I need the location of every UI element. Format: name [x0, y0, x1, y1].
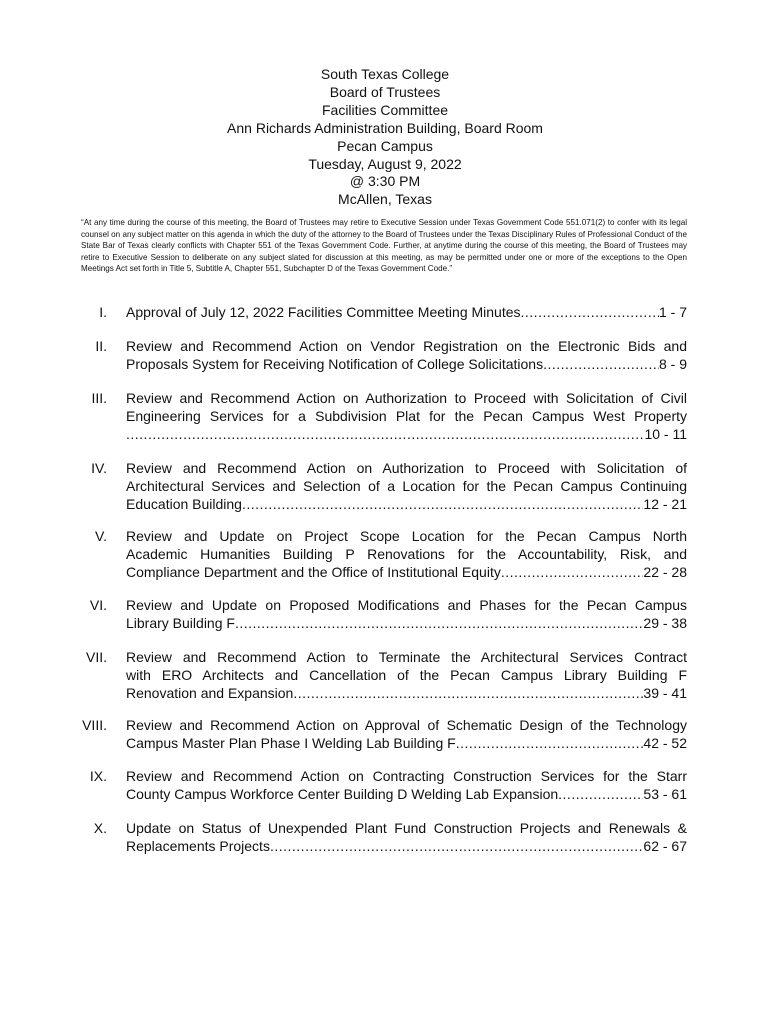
agenda-item-pages: 39 - 41	[643, 684, 687, 701]
dot-leader	[456, 735, 644, 753]
agenda-item-line: Academic Humanities Building P Renovations for the Accountability, Risk, and	[126, 545, 687, 562]
agenda-item-number: IX.	[89, 768, 107, 784]
agenda-item-pages: 1 - 7	[658, 304, 687, 320]
agenda-item-text	[126, 304, 687, 322]
header-board: Board of Trustees	[329, 83, 441, 100]
dot-leader	[293, 685, 643, 703]
agenda-item-text	[126, 649, 687, 702]
dot-leader	[521, 304, 659, 322]
agenda-item-number: VI.	[89, 597, 107, 613]
agenda-item-pages: 12 - 21	[643, 495, 687, 512]
agenda-item-line: Architectural Services and Selection of a Location for the Pecan Campus Continuing	[126, 477, 687, 494]
dot-leader	[501, 564, 644, 582]
agenda-item-line: Review and Recommend Action on Approval of Schematic Design of the Technology	[126, 717, 687, 733]
agenda-item-line: Review and Update on Project Scope Location for the Pecan Campus North	[126, 528, 687, 544]
agenda-item-text	[126, 338, 687, 374]
agenda-item-title-end: Renovation and Expansion	[126, 684, 294, 701]
agenda-item-text	[126, 390, 687, 443]
agenda-item-text	[126, 528, 687, 581]
agenda-item-line: Review and Recommend Action on Authorization to Proceed with Solicitation of Civil	[126, 390, 687, 406]
dot-leader	[235, 615, 643, 633]
dot-leader	[270, 838, 643, 856]
agenda-item-number: IV.	[91, 460, 107, 476]
agenda-item-number: V.	[95, 528, 107, 544]
agenda-item-pages: 8 - 9	[658, 355, 687, 372]
agenda-item-line: Review and Recommend Action to Terminate the Architectural Services Contract	[126, 649, 687, 665]
header-campus: Pecan Campus	[337, 137, 433, 154]
agenda-item-last-line	[126, 496, 687, 514]
agenda-item-line: Review and Recommend Action on Vendor Registration on the Electronic Bids and	[126, 338, 687, 354]
dot-leader	[126, 426, 644, 444]
agenda-item-number: I.	[99, 304, 107, 320]
header-city: McAllen, Texas	[338, 191, 432, 208]
agenda-item-pages: 53 - 61	[643, 785, 687, 802]
dot-leader	[558, 786, 643, 804]
header-committee: Facilities Committee	[321, 101, 449, 118]
agenda-item-title-end: Library Building F	[126, 614, 235, 631]
agenda-item-last-line	[126, 685, 687, 703]
agenda-item-number: II.	[95, 338, 107, 354]
agenda-item-line: Review and Update on Proposed Modifications and Phases for the Pecan Campus	[126, 597, 687, 613]
agenda-item-number: III.	[91, 390, 107, 406]
agenda-item-pages: 10 - 11	[644, 425, 687, 442]
header-time: @ 3:30 PM	[349, 173, 421, 190]
dot-leader	[543, 356, 659, 374]
agenda-item-line: Review and Recommend Action on Authorization to Proceed with Solicitation of	[126, 460, 687, 476]
agenda-item-text	[126, 460, 687, 513]
agenda-item-line: Update on Status of Unexpended Plant Fund Construction Projects and Renewals &	[126, 820, 687, 836]
agenda-item-title-end: Compliance Department and the Office of Institutional Equity	[126, 563, 501, 580]
agenda-item-last-line	[126, 615, 687, 633]
agenda-item-title-end: Proposals System for Receiving Notification of College Solicitations	[126, 355, 544, 372]
agenda-item-text	[126, 717, 687, 753]
agenda-item-pages: 42 - 52	[643, 734, 687, 751]
agenda-item-line: Review and Recommend Action on Contracting Construction Services for the Starr	[126, 768, 687, 784]
agenda-item-pages: 62 - 67	[643, 837, 687, 854]
agenda-item-last-line	[126, 356, 687, 374]
agenda-item-last-line	[126, 304, 687, 322]
agenda-item-title-end: Campus Master Plan Phase I Welding Lab Building F	[126, 734, 456, 751]
executive-session-disclaimer: “At any time during the course of this meeting, the Board of Trustees may retire to Executive Session under Texas Government Code 551.071(2) to confer with its legal counsel on any subject matter on this agenda in which the duty of the attorney to the Board of Trustees under the Texas Disciplinary Rules of Professional Conduct of the State Bar of Texas clearly conflicts with Chapter 551 of the Texas Government Code. Further, at anytime during the course of this meeting, the Board of Trustees may retire to Executive Session to deliberate on any subject slated for discussion at this meeting, as may be permitted under one or more of the exceptions to the Open Meetings Act set forth in Title 5, Subtitle A, Chapter 551, Subchapter D of the Texas Government Code.”	[81, 218, 687, 274]
agenda-item-last-line	[126, 564, 687, 582]
agenda-item-last-line	[126, 786, 687, 804]
header-building: Ann Richards Administration Building, Board Room	[227, 119, 543, 136]
agenda-item-line: Engineering Services for a Subdivision Plat for the Pecan Campus West Property	[126, 407, 687, 424]
agenda-item-title-end: County Campus Workforce Center Building D Welding Lab Expansion	[126, 785, 559, 802]
agenda-item-last-line	[126, 838, 687, 856]
dot-leader	[242, 496, 643, 514]
header-date: Tuesday, August 9, 2022	[308, 155, 462, 172]
agenda-item-line: with ERO Architects and Cancellation of the Pecan Campus Library Building F	[126, 666, 687, 683]
agenda-item-pages: 22 - 28	[643, 563, 687, 580]
agenda-header	[0, 66, 770, 209]
agenda-item-number: VII.	[85, 649, 107, 665]
agenda-item-last-line	[126, 735, 687, 753]
agenda-item-pages: 29 - 38	[643, 614, 687, 631]
agenda-item-text	[126, 820, 687, 856]
agenda-item-number: VIII.	[82, 717, 107, 733]
agenda-item-title-end: Replacements Projects	[126, 837, 270, 854]
agenda-item-text	[126, 768, 687, 804]
header-college: South Texas College	[320, 66, 450, 82]
agenda-item-text	[126, 597, 687, 633]
agenda-item-title-end: Approval of July 12, 2022 Facilities Committee Meeting Minutes	[126, 304, 521, 320]
agenda-item-number: X.	[93, 820, 107, 836]
agenda-item-last-line	[126, 426, 687, 444]
agenda-item-title-end: Education Building	[126, 495, 242, 512]
